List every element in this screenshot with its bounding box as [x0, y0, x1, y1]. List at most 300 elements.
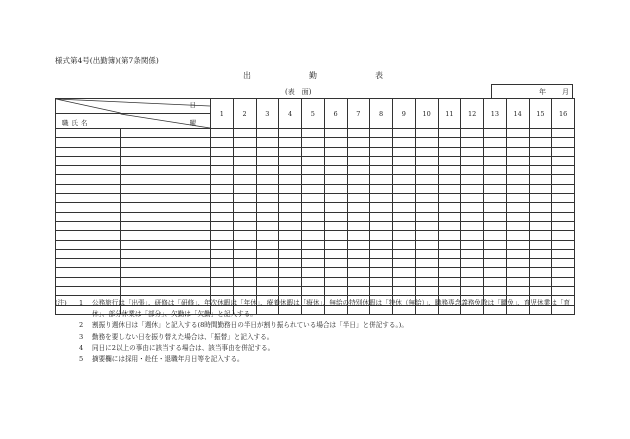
day-cell[interactable]	[302, 287, 325, 296]
position-cell[interactable]	[56, 194, 121, 203]
day-cell[interactable]	[233, 184, 256, 193]
day-cell[interactable]	[302, 156, 325, 165]
position-cell[interactable]	[56, 203, 121, 212]
day-cell[interactable]	[256, 147, 279, 156]
day-cell[interactable]	[256, 166, 279, 175]
day-cell[interactable]	[461, 194, 484, 203]
day-cell[interactable]	[256, 287, 279, 296]
day-cell[interactable]	[324, 277, 347, 286]
day-cell[interactable]	[529, 287, 552, 296]
day-cell[interactable]	[233, 240, 256, 249]
day-cell[interactable]	[552, 147, 575, 156]
day-cell[interactable]	[347, 221, 370, 230]
day-cell[interactable]	[233, 147, 256, 156]
day-cell[interactable]	[256, 129, 279, 138]
day-cell[interactable]	[415, 268, 438, 277]
day-cell[interactable]	[279, 138, 302, 147]
name-cell[interactable]	[121, 138, 211, 147]
name-cell[interactable]	[121, 203, 211, 212]
name-cell[interactable]	[121, 277, 211, 286]
day-cell[interactable]	[552, 259, 575, 268]
day-cell[interactable]	[484, 277, 507, 286]
day-cell[interactable]	[324, 231, 347, 240]
day-cell[interactable]	[506, 287, 529, 296]
day-cell[interactable]	[347, 166, 370, 175]
name-cell[interactable]	[121, 156, 211, 165]
day-cell[interactable]	[461, 259, 484, 268]
name-cell[interactable]	[121, 231, 211, 240]
day-cell[interactable]	[279, 231, 302, 240]
day-cell[interactable]	[484, 249, 507, 258]
name-cell[interactable]	[121, 194, 211, 203]
day-cell[interactable]	[347, 194, 370, 203]
day-cell[interactable]	[233, 166, 256, 175]
day-cell[interactable]	[211, 259, 234, 268]
day-cell[interactable]	[233, 221, 256, 230]
day-cell[interactable]	[302, 147, 325, 156]
day-cell[interactable]	[279, 147, 302, 156]
day-cell[interactable]	[211, 231, 234, 240]
day-cell[interactable]	[461, 231, 484, 240]
position-cell[interactable]	[56, 249, 121, 258]
day-cell[interactable]	[302, 194, 325, 203]
day-cell[interactable]	[347, 268, 370, 277]
day-cell[interactable]	[415, 129, 438, 138]
day-cell[interactable]	[347, 138, 370, 147]
day-cell[interactable]	[302, 268, 325, 277]
day-cell[interactable]	[256, 184, 279, 193]
day-cell[interactable]	[256, 212, 279, 221]
day-cell[interactable]	[393, 287, 416, 296]
day-cell[interactable]	[506, 268, 529, 277]
day-cell[interactable]	[347, 240, 370, 249]
day-cell[interactable]	[256, 175, 279, 184]
day-cell[interactable]	[279, 240, 302, 249]
day-cell[interactable]	[415, 277, 438, 286]
day-cell[interactable]	[438, 138, 461, 147]
day-cell[interactable]	[370, 259, 393, 268]
day-cell[interactable]	[393, 129, 416, 138]
name-cell[interactable]	[121, 147, 211, 156]
day-cell[interactable]	[506, 175, 529, 184]
day-cell[interactable]	[279, 194, 302, 203]
day-cell[interactable]	[529, 249, 552, 258]
day-cell[interactable]	[324, 147, 347, 156]
day-cell[interactable]	[324, 184, 347, 193]
day-cell[interactable]	[461, 156, 484, 165]
day-cell[interactable]	[370, 277, 393, 286]
day-cell[interactable]	[552, 240, 575, 249]
day-cell[interactable]	[484, 166, 507, 175]
day-cell[interactable]	[279, 259, 302, 268]
day-cell[interactable]	[438, 203, 461, 212]
day-cell[interactable]	[211, 194, 234, 203]
day-cell[interactable]	[484, 203, 507, 212]
day-cell[interactable]	[552, 194, 575, 203]
position-cell[interactable]	[56, 129, 121, 138]
day-cell[interactable]	[279, 129, 302, 138]
day-cell[interactable]	[233, 277, 256, 286]
position-cell[interactable]	[56, 184, 121, 193]
day-cell[interactable]	[484, 184, 507, 193]
name-cell[interactable]	[121, 184, 211, 193]
day-cell[interactable]	[370, 175, 393, 184]
day-cell[interactable]	[233, 231, 256, 240]
day-cell[interactable]	[529, 221, 552, 230]
day-cell[interactable]	[461, 287, 484, 296]
day-cell[interactable]	[506, 166, 529, 175]
day-cell[interactable]	[211, 184, 234, 193]
day-cell[interactable]	[484, 194, 507, 203]
day-cell[interactable]	[393, 277, 416, 286]
day-cell[interactable]	[324, 203, 347, 212]
day-cell[interactable]	[415, 147, 438, 156]
day-cell[interactable]	[211, 212, 234, 221]
day-cell[interactable]	[415, 287, 438, 296]
day-cell[interactable]	[529, 268, 552, 277]
day-cell[interactable]	[529, 175, 552, 184]
day-cell[interactable]	[415, 175, 438, 184]
day-cell[interactable]	[233, 259, 256, 268]
day-cell[interactable]	[415, 231, 438, 240]
day-cell[interactable]	[484, 156, 507, 165]
day-cell[interactable]	[484, 231, 507, 240]
day-cell[interactable]	[461, 277, 484, 286]
day-cell[interactable]	[256, 277, 279, 286]
day-cell[interactable]	[415, 203, 438, 212]
day-cell[interactable]	[484, 268, 507, 277]
day-cell[interactable]	[506, 221, 529, 230]
day-cell[interactable]	[461, 268, 484, 277]
day-cell[interactable]	[324, 212, 347, 221]
day-cell[interactable]	[461, 129, 484, 138]
day-cell[interactable]	[529, 212, 552, 221]
day-cell[interactable]	[393, 156, 416, 165]
day-cell[interactable]	[324, 166, 347, 175]
position-cell[interactable]	[56, 287, 121, 296]
day-cell[interactable]	[552, 129, 575, 138]
day-cell[interactable]	[415, 212, 438, 221]
day-cell[interactable]	[438, 249, 461, 258]
day-cell[interactable]	[233, 129, 256, 138]
day-cell[interactable]	[529, 203, 552, 212]
day-cell[interactable]	[461, 249, 484, 258]
name-cell[interactable]	[121, 166, 211, 175]
day-cell[interactable]	[393, 175, 416, 184]
day-cell[interactable]	[529, 138, 552, 147]
day-cell[interactable]	[302, 175, 325, 184]
day-cell[interactable]	[279, 221, 302, 230]
day-cell[interactable]	[256, 249, 279, 258]
day-cell[interactable]	[370, 240, 393, 249]
day-cell[interactable]	[256, 194, 279, 203]
day-cell[interactable]	[552, 268, 575, 277]
day-cell[interactable]	[529, 231, 552, 240]
day-cell[interactable]	[233, 249, 256, 258]
day-cell[interactable]	[211, 249, 234, 258]
day-cell[interactable]	[552, 212, 575, 221]
day-cell[interactable]	[256, 221, 279, 230]
day-cell[interactable]	[438, 277, 461, 286]
day-cell[interactable]	[302, 129, 325, 138]
day-cell[interactable]	[302, 203, 325, 212]
day-cell[interactable]	[370, 212, 393, 221]
position-cell[interactable]	[56, 231, 121, 240]
day-cell[interactable]	[393, 212, 416, 221]
day-cell[interactable]	[438, 221, 461, 230]
day-cell[interactable]	[393, 249, 416, 258]
day-cell[interactable]	[393, 268, 416, 277]
day-cell[interactable]	[279, 268, 302, 277]
day-cell[interactable]	[438, 212, 461, 221]
day-cell[interactable]	[461, 221, 484, 230]
day-cell[interactable]	[506, 231, 529, 240]
day-cell[interactable]	[279, 212, 302, 221]
day-cell[interactable]	[347, 259, 370, 268]
day-cell[interactable]	[370, 221, 393, 230]
day-cell[interactable]	[506, 194, 529, 203]
day-cell[interactable]	[279, 277, 302, 286]
day-cell[interactable]	[302, 240, 325, 249]
day-cell[interactable]	[529, 194, 552, 203]
day-cell[interactable]	[438, 175, 461, 184]
day-cell[interactable]	[347, 287, 370, 296]
day-cell[interactable]	[506, 259, 529, 268]
day-cell[interactable]	[211, 268, 234, 277]
day-cell[interactable]	[279, 184, 302, 193]
position-cell[interactable]	[56, 156, 121, 165]
day-cell[interactable]	[529, 240, 552, 249]
day-cell[interactable]	[415, 194, 438, 203]
name-cell[interactable]	[121, 249, 211, 258]
day-cell[interactable]	[415, 240, 438, 249]
position-cell[interactable]	[56, 259, 121, 268]
day-cell[interactable]	[256, 231, 279, 240]
day-cell[interactable]	[506, 147, 529, 156]
day-cell[interactable]	[506, 138, 529, 147]
day-cell[interactable]	[370, 129, 393, 138]
day-cell[interactable]	[484, 212, 507, 221]
day-cell[interactable]	[302, 249, 325, 258]
day-cell[interactable]	[438, 268, 461, 277]
day-cell[interactable]	[484, 138, 507, 147]
day-cell[interactable]	[347, 277, 370, 286]
day-cell[interactable]	[347, 212, 370, 221]
day-cell[interactable]	[415, 249, 438, 258]
day-cell[interactable]	[552, 277, 575, 286]
day-cell[interactable]	[415, 138, 438, 147]
day-cell[interactable]	[393, 221, 416, 230]
name-cell[interactable]	[121, 212, 211, 221]
day-cell[interactable]	[393, 147, 416, 156]
day-cell[interactable]	[438, 156, 461, 165]
day-cell[interactable]	[552, 287, 575, 296]
day-cell[interactable]	[529, 129, 552, 138]
day-cell[interactable]	[529, 166, 552, 175]
day-cell[interactable]	[302, 138, 325, 147]
day-cell[interactable]	[552, 221, 575, 230]
day-cell[interactable]	[461, 175, 484, 184]
position-cell[interactable]	[56, 138, 121, 147]
position-cell[interactable]	[56, 240, 121, 249]
day-cell[interactable]	[461, 184, 484, 193]
day-cell[interactable]	[393, 166, 416, 175]
day-cell[interactable]	[324, 175, 347, 184]
day-cell[interactable]	[506, 184, 529, 193]
day-cell[interactable]	[484, 240, 507, 249]
day-cell[interactable]	[233, 175, 256, 184]
day-cell[interactable]	[393, 138, 416, 147]
day-cell[interactable]	[438, 184, 461, 193]
day-cell[interactable]	[461, 203, 484, 212]
day-cell[interactable]	[256, 156, 279, 165]
name-cell[interactable]	[121, 129, 211, 138]
day-cell[interactable]	[370, 231, 393, 240]
day-cell[interactable]	[324, 249, 347, 258]
day-cell[interactable]	[347, 249, 370, 258]
day-cell[interactable]	[506, 212, 529, 221]
day-cell[interactable]	[506, 156, 529, 165]
day-cell[interactable]	[324, 156, 347, 165]
day-cell[interactable]	[324, 194, 347, 203]
day-cell[interactable]	[347, 129, 370, 138]
day-cell[interactable]	[233, 138, 256, 147]
day-cell[interactable]	[370, 194, 393, 203]
day-cell[interactable]	[211, 203, 234, 212]
day-cell[interactable]	[484, 147, 507, 156]
day-cell[interactable]	[233, 194, 256, 203]
day-cell[interactable]	[302, 221, 325, 230]
name-cell[interactable]	[121, 268, 211, 277]
day-cell[interactable]	[484, 287, 507, 296]
day-cell[interactable]	[324, 129, 347, 138]
day-cell[interactable]	[302, 212, 325, 221]
day-cell[interactable]	[506, 203, 529, 212]
position-cell[interactable]	[56, 212, 121, 221]
position-cell[interactable]	[56, 175, 121, 184]
day-cell[interactable]	[347, 203, 370, 212]
day-cell[interactable]	[506, 240, 529, 249]
day-cell[interactable]	[415, 259, 438, 268]
day-cell[interactable]	[370, 249, 393, 258]
day-cell[interactable]	[211, 166, 234, 175]
day-cell[interactable]	[233, 156, 256, 165]
day-cell[interactable]	[302, 184, 325, 193]
day-cell[interactable]	[438, 240, 461, 249]
day-cell[interactable]	[552, 231, 575, 240]
day-cell[interactable]	[484, 221, 507, 230]
day-cell[interactable]	[233, 287, 256, 296]
day-cell[interactable]	[211, 287, 234, 296]
day-cell[interactable]	[552, 184, 575, 193]
day-cell[interactable]	[233, 203, 256, 212]
day-cell[interactable]	[347, 175, 370, 184]
day-cell[interactable]	[393, 231, 416, 240]
day-cell[interactable]	[211, 175, 234, 184]
day-cell[interactable]	[211, 277, 234, 286]
position-cell[interactable]	[56, 147, 121, 156]
position-cell[interactable]	[56, 277, 121, 286]
day-cell[interactable]	[529, 156, 552, 165]
day-cell[interactable]	[370, 138, 393, 147]
day-cell[interactable]	[529, 147, 552, 156]
day-cell[interactable]	[438, 231, 461, 240]
day-cell[interactable]	[438, 166, 461, 175]
name-cell[interactable]	[121, 287, 211, 296]
day-cell[interactable]	[461, 147, 484, 156]
day-cell[interactable]	[438, 287, 461, 296]
day-cell[interactable]	[370, 184, 393, 193]
day-cell[interactable]	[484, 175, 507, 184]
day-cell[interactable]	[324, 259, 347, 268]
day-cell[interactable]	[279, 287, 302, 296]
day-cell[interactable]	[279, 175, 302, 184]
day-cell[interactable]	[347, 184, 370, 193]
day-cell[interactable]	[529, 277, 552, 286]
day-cell[interactable]	[256, 240, 279, 249]
day-cell[interactable]	[370, 166, 393, 175]
day-cell[interactable]	[324, 221, 347, 230]
day-cell[interactable]	[370, 147, 393, 156]
day-cell[interactable]	[484, 129, 507, 138]
day-cell[interactable]	[438, 259, 461, 268]
day-cell[interactable]	[347, 156, 370, 165]
day-cell[interactable]	[211, 156, 234, 165]
day-cell[interactable]	[415, 221, 438, 230]
day-cell[interactable]	[552, 156, 575, 165]
day-cell[interactable]	[256, 259, 279, 268]
position-cell[interactable]	[56, 268, 121, 277]
day-cell[interactable]	[211, 138, 234, 147]
day-cell[interactable]	[393, 184, 416, 193]
day-cell[interactable]	[370, 203, 393, 212]
day-cell[interactable]	[324, 268, 347, 277]
day-cell[interactable]	[393, 240, 416, 249]
day-cell[interactable]	[415, 184, 438, 193]
day-cell[interactable]	[324, 240, 347, 249]
day-cell[interactable]	[438, 147, 461, 156]
day-cell[interactable]	[347, 231, 370, 240]
day-cell[interactable]	[461, 138, 484, 147]
day-cell[interactable]	[552, 138, 575, 147]
day-cell[interactable]	[484, 259, 507, 268]
day-cell[interactable]	[393, 259, 416, 268]
day-cell[interactable]	[461, 166, 484, 175]
day-cell[interactable]	[279, 249, 302, 258]
day-cell[interactable]	[279, 166, 302, 175]
day-cell[interactable]	[370, 156, 393, 165]
day-cell[interactable]	[393, 203, 416, 212]
day-cell[interactable]	[461, 240, 484, 249]
day-cell[interactable]	[347, 147, 370, 156]
day-cell[interactable]	[279, 203, 302, 212]
day-cell[interactable]	[552, 166, 575, 175]
day-cell[interactable]	[506, 129, 529, 138]
day-cell[interactable]	[506, 249, 529, 258]
position-cell[interactable]	[56, 166, 121, 175]
position-cell[interactable]	[56, 221, 121, 230]
day-cell[interactable]	[211, 240, 234, 249]
name-cell[interactable]	[121, 259, 211, 268]
day-cell[interactable]	[529, 184, 552, 193]
day-cell[interactable]	[302, 231, 325, 240]
day-cell[interactable]	[415, 166, 438, 175]
day-cell[interactable]	[370, 268, 393, 277]
day-cell[interactable]	[233, 268, 256, 277]
day-cell[interactable]	[302, 166, 325, 175]
day-cell[interactable]	[233, 212, 256, 221]
day-cell[interactable]	[256, 268, 279, 277]
